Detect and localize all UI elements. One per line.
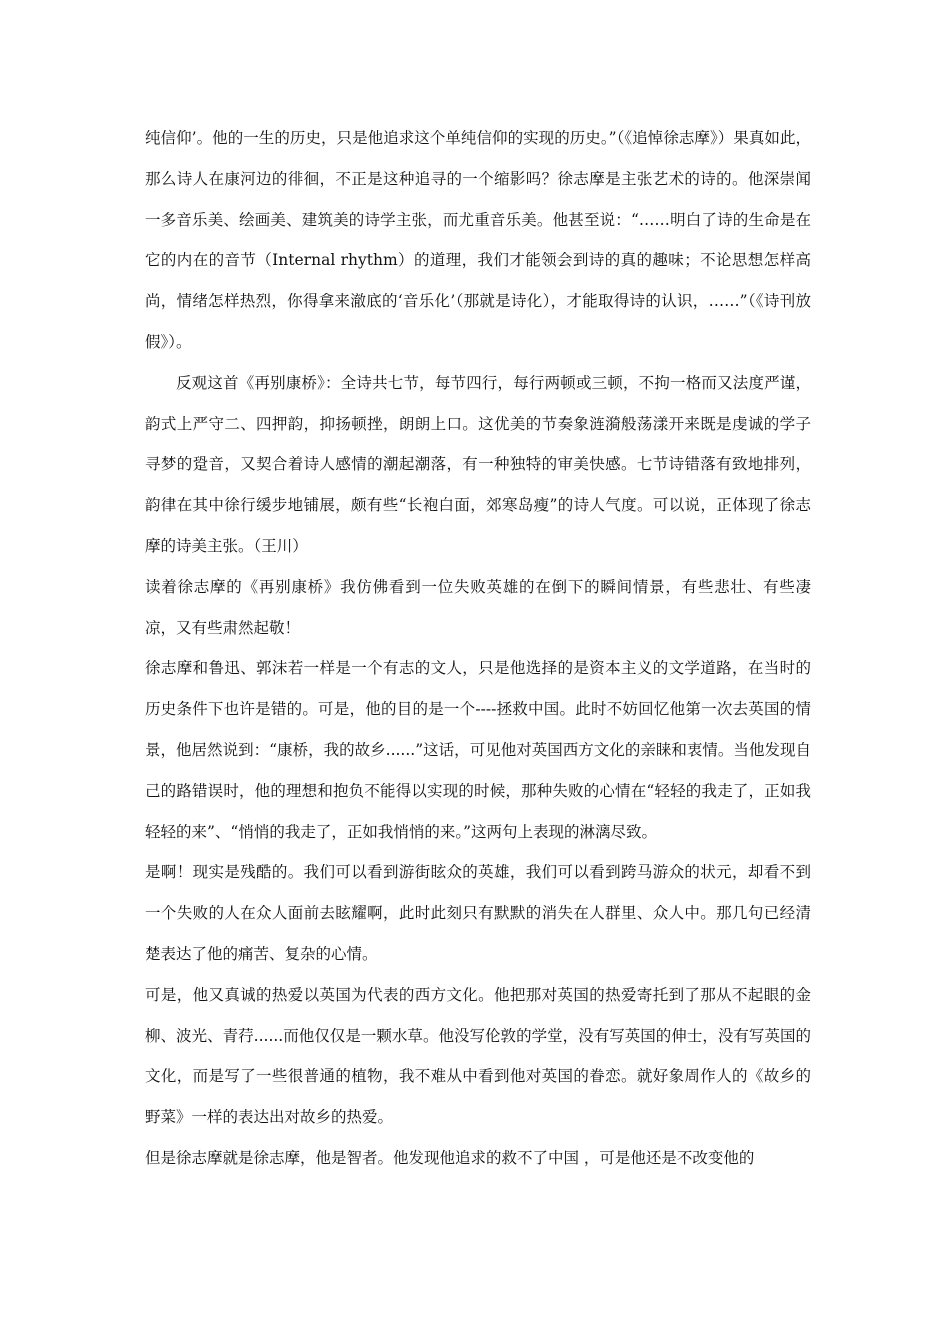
- paragraph-1: 纯信仰’。他的一生的历史，只是他追求这个单纯信仰的实现的历史。”（《追悼徐志摩》）果真如此，那么诗人在康河边的徘徊，不正是这种追寻的一个缩影吗？徐志摩是主张艺术的诗的。他深崇闻一多音乐美、绘画美、建筑美的诗学主张，而尤重音乐美。他甚至说：“……明白了诗的生命是在它的内在的音节（Internal rhythm）的道理，我们才能领会到诗的真的趣味；不论思想怎样高尚，情绪怎样热烈，你得拿来澈底的‘音乐化’（那就是诗化），才能取得诗的认识，……”（《诗刊放假》）。: [145, 129, 811, 351]
- paragraph-4: 徐志摩和鲁迅、郭沫若一样是一个有志的文人，只是他选择的是资本主义的文学道路，在当时的历史条件下也许是错的。可是，他的目的是一个----拯救中国。此时不妨回忆他第一次去英国的情景，他居然说到：“康桥，我的故乡......”这话，可见他对英国西方文化的亲睐和衷情。当他发现自己的路错误时，他的理想和抱负不能得以实现的时候，那种失败的心情在“轻轻的我走了，正如我轻轻的来”、“悄悄的我走了，正如我悄悄的来。”这两句上表现的淋漓尽致。: [145, 659, 811, 841]
- document-page: [145, 118, 811, 1179]
- paragraph-6: 可是，他又真诚的热爱以英国为代表的西方文化。他把那对英国的热爱寄托到了那从不起眼的金柳、波光、青荇......而他仅仅是一颗水草。他没写伦敦的学堂，没有写英国的伸士，没有写英国的文化，而是写了一些很普通的植物，我不难从中看到他对英国的眷恋。就好象周作人的《故乡的野菜》一样的表达出对故乡的热爱。: [145, 985, 811, 1127]
- paragraph-2: 反观这首《再别康桥》：全诗共七节，每节四行，每行两顿或三顿，不拘一格而又法度严谨，韵式上严守二、四押韵，抑扬顿挫，朗朗上口。这优美的节奏象涟漪般荡漾开来既是虔诚的学子寻梦的跫音，又契合着诗人感情的潮起潮落，有一种独特的审美快感。七节诗错落有致地排列，韵律在其中徐行缓步地铺展，颇有些“长袍白面，郊寒岛瘦”的诗人气度。可以说，正体现了徐志摩的诗美主张。（王川）: [145, 373, 811, 555]
- paragraph-3: 读着徐志摩的《再别康桥》我仿佛看到一位失败英雄的在倒下的瞬间情景，有些悲壮、有些凄凉，又有些肃然起敬！: [145, 577, 811, 637]
- paragraph-5: 是啊！现实是残酷的。我们可以看到游街眩众的英雄，我们可以看到跨马游众的状元，却看不到一个失败的人在众人面前去眩耀啊，此时此刻只有默默的消失在人群里、众人中。那几句已经清楚表达了他的痛苦、复杂的心情。: [145, 863, 811, 963]
- paragraph-7: 但是徐志摩就是徐志摩，他是智者。他发现他追求的救不了中国 ，可是他还是不改变他的: [145, 1148, 755, 1167]
